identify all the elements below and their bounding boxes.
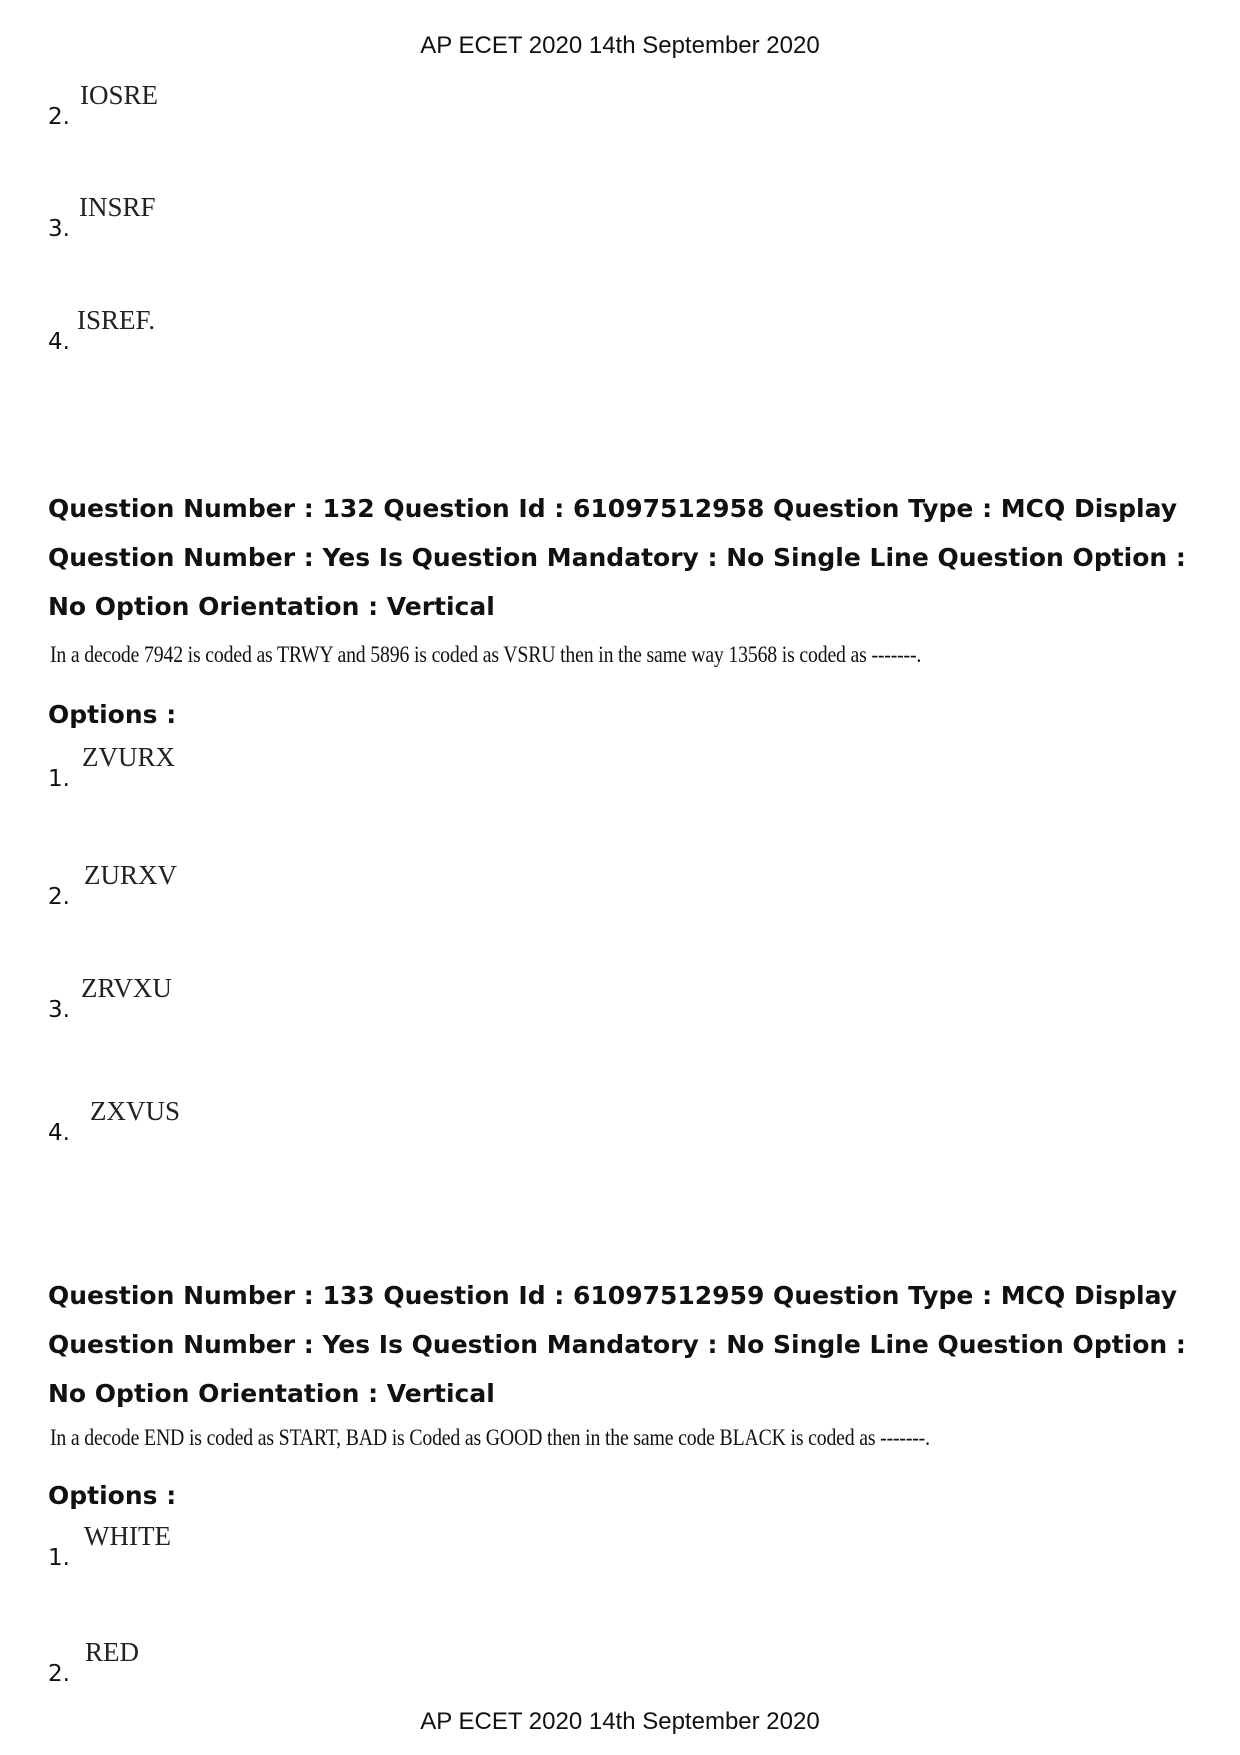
option-number: 1. bbox=[48, 1545, 70, 1571]
page-header: AP ECET 2020 14th September 2020 bbox=[420, 32, 820, 59]
option-number: 1. bbox=[48, 766, 70, 792]
option-number: 3. bbox=[48, 216, 70, 242]
question-meta: Question Number : 132 Question Id : 61097512958 Question Type : MCQ Display Question Number : Yes Is Question Mandatory : No Single Line Question Option : No Option Orientation : Vertical bbox=[48, 494, 1186, 621]
option-number: 2. bbox=[48, 104, 70, 130]
option-text: ZVURX bbox=[82, 742, 175, 772]
option-number: 2. bbox=[48, 1661, 70, 1687]
option-number: 3. bbox=[48, 997, 70, 1023]
option-text: RED bbox=[85, 1637, 139, 1667]
option-text: ZURXV bbox=[84, 860, 177, 890]
option-number: 2. bbox=[48, 884, 70, 910]
question-text: In a decode 7942 is coded as TRWY and 5896 is coded as VSRU then in the same way 13568 is coded as -------. bbox=[50, 642, 922, 667]
option-text: ZXVUS bbox=[90, 1096, 181, 1126]
option-number: 4. bbox=[48, 329, 70, 355]
option-text: INSRF bbox=[79, 192, 156, 222]
option-text: IOSRE bbox=[80, 80, 159, 110]
question-text: In a decode END is coded as START, BAD is Coded as GOOD then in the same code BLACK is coded as -------. bbox=[50, 1425, 930, 1450]
question-meta: Question Number : 133 Question Id : 61097512959 Question Type : MCQ Display Question Number : Yes Is Question Mandatory : No Single Line Question Option : No Option Orientation : Vertical bbox=[48, 1281, 1186, 1408]
page-footer: AP ECET 2020 14th September 2020 bbox=[420, 1708, 820, 1735]
options-label: Options : bbox=[48, 700, 177, 729]
option-number: 4. bbox=[48, 1120, 70, 1146]
option-text: ZRVXU bbox=[81, 973, 172, 1003]
option-text: WHITE bbox=[84, 1521, 171, 1551]
option-text: ISREF. bbox=[77, 305, 156, 335]
options-label: Options : bbox=[48, 1481, 177, 1510]
